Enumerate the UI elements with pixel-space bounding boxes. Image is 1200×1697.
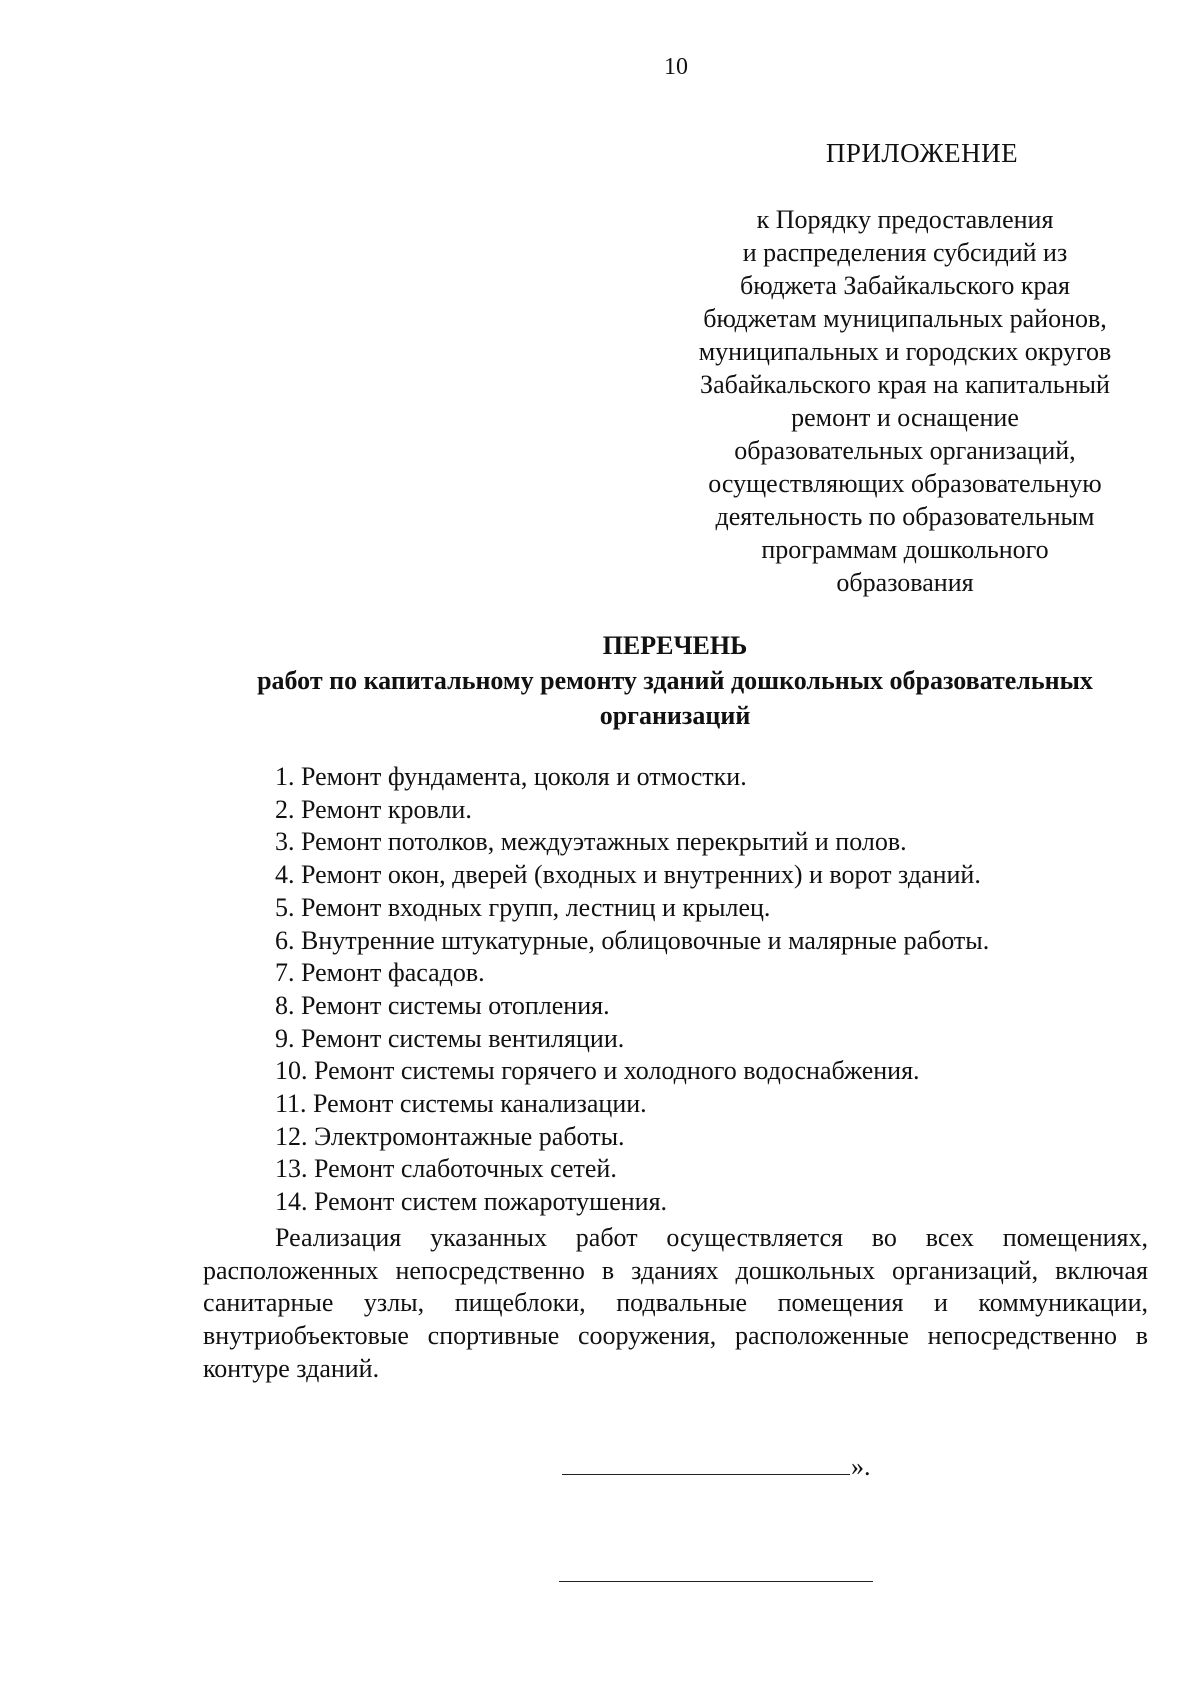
list-item: 10. Ремонт системы горячего и холодного водоснабжения. (275, 1056, 920, 1086)
list-item: 12. Электромонтажные работы. (275, 1121, 625, 1151)
list-title-heading: ПЕРЕЧЕНЬ (602, 631, 748, 660)
appendix-subtitle-line: бюджета Забайкальского края (739, 271, 1071, 300)
separator-line (559, 1581, 873, 1582)
work-list (275, 761, 989, 1219)
appendix-subtitle-line: образовательных организаций, (734, 436, 1076, 465)
appendix-subtitle-line: осуществляющих образовательную (708, 469, 1102, 498)
appendix-subtitle-line: и распределения субсидий из (742, 238, 1068, 267)
closing-quote: ». (851, 1452, 871, 1481)
appendix-subtitle (655, 203, 1155, 599)
signature-line (562, 1474, 850, 1475)
list-item: 5. Ремонт входных групп, лестниц и крылец. (275, 892, 771, 922)
appendix-subtitle-line: муниципальных и городских округов (698, 337, 1112, 366)
appendix-subtitle-line: деятельность по образовательным (715, 502, 1095, 531)
list-item: 6. Внутренние штукатурные, облицовочные и малярные работы. (275, 925, 990, 955)
appendix-subtitle-line: Забайкальского края на капитальный (700, 370, 1110, 399)
list-item: 11. Ремонт системы канализации. (275, 1089, 647, 1119)
appendix-heading: ПРИЛОЖЕНИЕ (825, 138, 1019, 168)
list-item: 2. Ремонт кровли. (275, 794, 472, 824)
list-item: 13. Ремонт слаботочных сетей. (275, 1154, 617, 1184)
list-item: 14. Ремонт систем пожаротушения. (275, 1187, 668, 1217)
list-item: 4. Ремонт окон, дверей (входных и внутренних) и ворот зданий. (275, 860, 981, 890)
appendix-subtitle-line: к Порядку предоставления (756, 205, 1054, 234)
list-title (200, 628, 1150, 733)
list-item: 7. Ремонт фасадов. (275, 958, 485, 988)
appendix-subtitle-line: ремонт и оснащение (791, 403, 1019, 432)
appendix-subtitle-line: бюджетам муниципальных районов, (703, 304, 1107, 333)
page-number: 10 (664, 54, 688, 80)
closing-paragraph: Реализация указанных работ осуществляется во всех помещениях, расположенных непосредственно в зданиях дошкольных организаций, включая санитарные узлы, пищеблоки, подвальные помещения и коммуникации, внутриобъектовые спортивные сооружения, расположенные непосредственно в контуре зданий. (203, 1223, 1148, 1383)
list-title-subheading: организаций (599, 701, 751, 730)
list-item: 8. Ремонт системы отопления. (275, 990, 610, 1020)
appendix-subtitle-line: программам дошкольного (761, 535, 1049, 564)
list-item: 1. Ремонт фундамента, цоколя и отмостки. (275, 762, 747, 791)
list-item: 3. Ремонт потолков, междуэтажных перекрытий и полов. (275, 827, 907, 857)
appendix-subtitle-line: образования (836, 568, 974, 597)
list-title-subheading: работ по капитальному ремонту зданий дошкольных образовательных (257, 666, 1093, 695)
list-item: 9. Ремонт системы вентиляции. (275, 1023, 625, 1053)
